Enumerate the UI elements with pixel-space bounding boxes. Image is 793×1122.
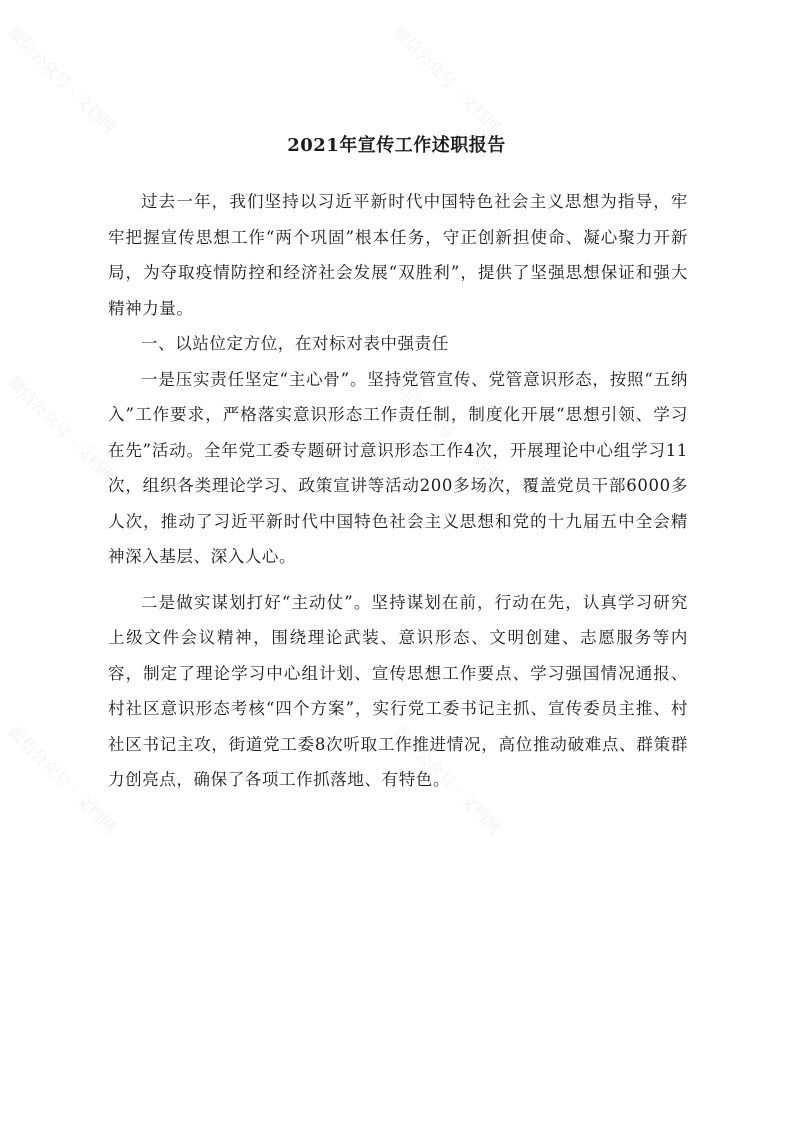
paragraph-intro: 过去一年，我们坚持以习近平新时代中国特色社会主义思想为指导，牢牢把握宣传思想工作“两个巩固”根本任务，守正创新担使命、凝心聚力开新局，为夺取疫情防控和经济社会发展“双胜利”，提供了坚强思想保证和强大精神力量。: [108, 192, 688, 318]
watermark: 微信公众号 · 文档网: [389, 22, 505, 137]
watermark: 微信公众号 · 文档网: [389, 722, 505, 837]
watermark: 微信公众号 · 文档网: [389, 372, 505, 487]
section-heading: 一、以站位定方位，在对标对表中强责任: [141, 334, 449, 353]
document-title: 2021年宣传工作述职报告: [287, 135, 506, 156]
document-body: [108, 184, 688, 798]
watermark: 微信公众号 · 文档网: [4, 722, 120, 837]
watermark: 微信公众号 · 文档网: [4, 22, 120, 137]
watermark: 微信公众号 · 文档网: [4, 372, 120, 487]
paragraph-planning: 二是做实谋划打好“主动仗”。坚持谋划在前，行动在先，认真学习研究上级文件会议精神，围绕理论武装、意识形态、文明创建、志愿服务等内容，制定了理论学习中心组计划、宣传思想工作要点、学习强国情况通报、村社区意识形态考核“四个方案”，实行党工委书记主抓、宣传委员主推、村社区书记主攻，街道党工委8次听取工作推进情况，高位推动破难点、群策群力创亮点，确保了各项工作抓落地、有特色。: [108, 592, 688, 789]
paragraph-responsibility: 一是压实责任坚定“主心骨”。坚持党管宣传、党管意识形态，按照“五纳入”工作要求，严格落实意识形态工作责任制，制度化开展“思想引领、学习在先”活动。全年党工委专题研讨意识形态工作4次，开展理论中心组学习11次，组织各类理论学习、政策宣讲等活动200多场次，覆盖党员干部6000多人次，推动了习近平新时代中国特色社会主义思想和党的十九届五中全会精神深入基层、深入人心。: [108, 369, 688, 566]
